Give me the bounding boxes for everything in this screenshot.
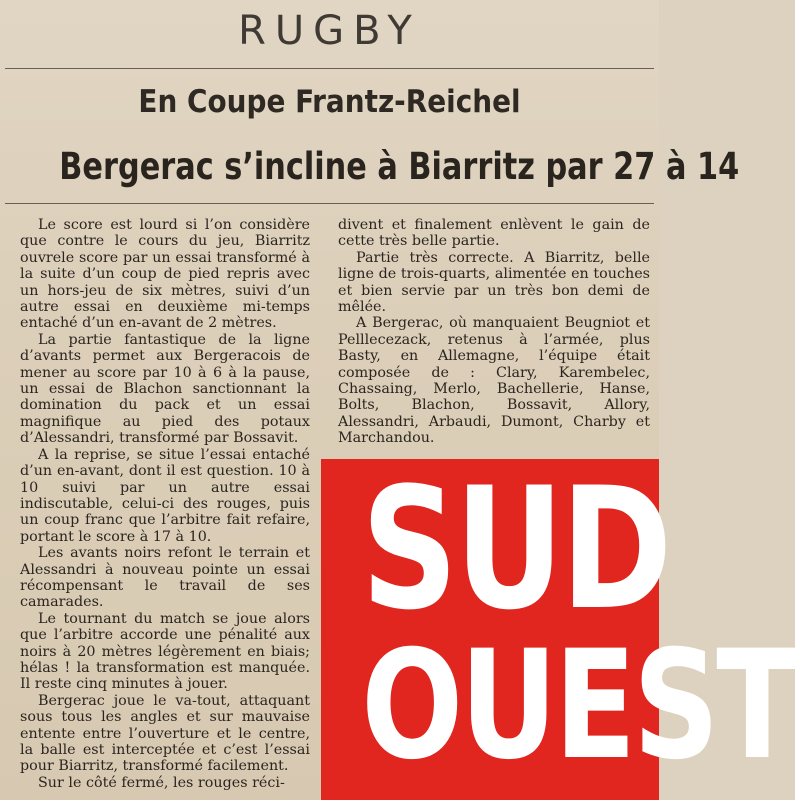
article-column-left (20, 217, 310, 791)
headline-divider (5, 203, 654, 204)
paragraph: Partie très correcte. A Biarritz, belle ligne de trois-quarts, alimentée en touches et bien servie par un très bon demi de mêlée. (338, 249, 650, 316)
top-divider (5, 68, 654, 69)
kicker: En Coupe Frantz-Reichel (138, 84, 521, 120)
paragraph: La partie fantastique de la ligne d’avants permet aux Bergeracois de mener au score par 10 à 6 à la pause, un essai de Blachon sanctionnant la domination du pack et un essai magnifique au pied des potaux d’Alessandri, transformé par Bossavit. (20, 331, 310, 447)
paragraph: Bergerac joue le va-tout, attaquant sous tous les angles et sur mauvaise entente entre l’ouverture et le centre, la balle est interceptée et c’est l’essai pour Biarritz, transformé facilement. (20, 692, 310, 775)
paragraph: Sur le côté fermé, les rouges réci- (38, 774, 285, 791)
paragraph: Les avants noirs refont le terrain et Alessandri à nouveau pointe un essai récompensant le travail de ses camarades. (20, 545, 310, 611)
section-title: RUGBY (238, 8, 421, 54)
logo-word-sud: SUD (361, 451, 670, 647)
paragraph: divent et finalement enlèvent le gain de cette très belle partie. (338, 217, 650, 250)
sud-ouest-logo (321, 451, 795, 800)
paragraph: Le score est lourd si l’on considère que contre le cours du jeu, Biarritz ouvrele score par un essai transformé à la suite d’un coup de pied repris avec un hors-jeu de six mètres, suivi d’un autre essai en deuxième mi-temps entaché d’un en-avant de 2 mètres. (20, 217, 310, 332)
paragraph: Le tournant du match se joue alors que l’arbitre accorde une pénalité aux noirs à 20 mètres légèrement en biais; hélas ! la transformation est manquée. Il reste cinq minutes à jouer. (20, 610, 310, 693)
logo-word-ouest: OUEST (361, 619, 795, 793)
paragraph: A Bergerac, où manquaient Beugniot et Pelllecezack, retenus à l’armée, plus Basty, en Allemagne, l’équipe était composée de : Clary, Karembelec, Chassaing, Merlo, Bachellerie, Hanse, Bolts, Blachon, Bossavit, Allory, Alessandri, Arbaudi, Dumont, Charby et Marchandou. (338, 315, 650, 447)
paragraph: A la reprise, se situe l’essai entaché d’un en-avant, dont il est question. 10 à 10 suivi par un autre essai indiscutable, celui-ci des rouges, puis un coup franc que l’arbitre fait refaire, portant le score à 17 à 10. (20, 446, 310, 545)
article-column-right (338, 217, 650, 447)
headline: Bergerac s’incline à Biarritz par 27 à 14 (59, 145, 740, 188)
